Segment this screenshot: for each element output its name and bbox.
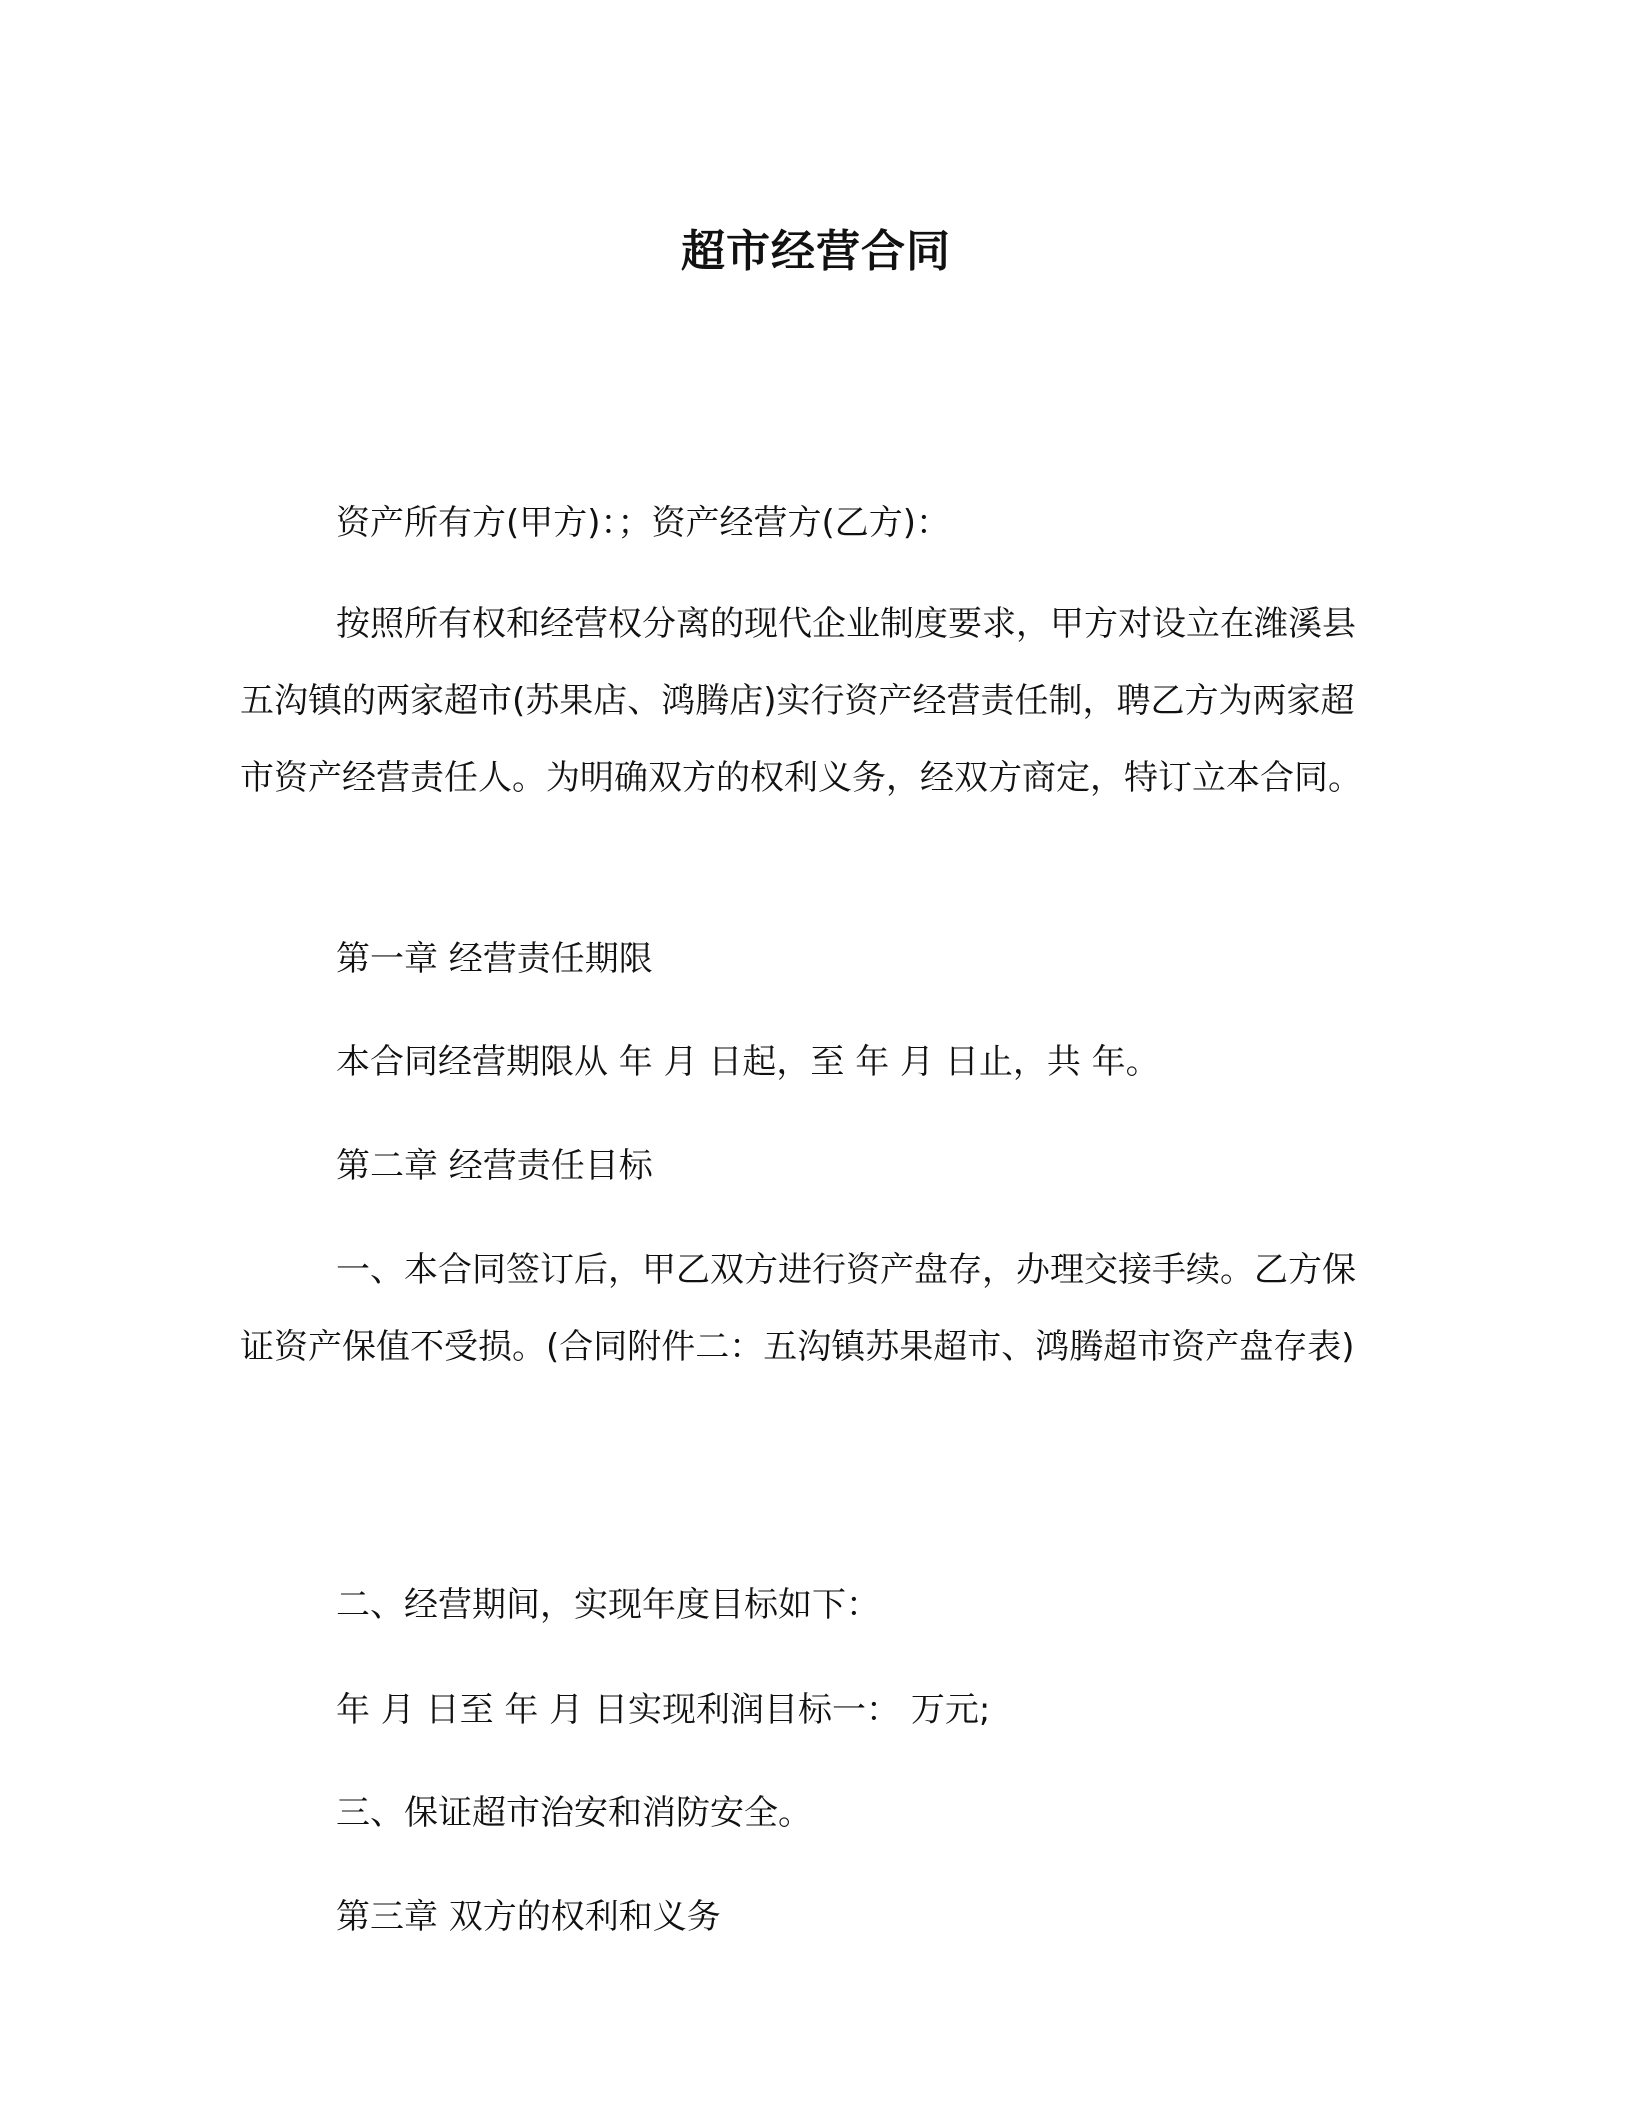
document-title: 超市经营合同 (681, 226, 951, 277)
profit-target-paragraph: 年 月 日至 年 月 日实现利润目标一： 万元; (336, 1690, 991, 1730)
chapter-1-heading: 第一章 经营责任期限 (336, 939, 653, 979)
chapter-3-heading: 第三章 双方的权利和义务 (336, 1897, 721, 1937)
clause-2-paragraph: 二、经营期间，实现年度目标如下： (336, 1585, 880, 1625)
parties-line: 资产所有方(甲方)：；资产经营方(乙方)： (336, 503, 951, 543)
preamble-paragraph: 按照所有权和经营权分离的现代企业制度要求，甲方对设立在潍溪县五沟镇的两家超市(苏果店、鸿腾店)实行资产经营责任制，聘乙方为两家超市资产经营责任人。为明确双方的权利义务，经双方商定，特订立本合同。 (240, 604, 1362, 798)
term-paragraph: 本合同经营期限从 年 月 日起，至 年 月 日止，共 年。 (336, 1042, 1160, 1082)
chapter-2-heading: 第二章 经营责任目标 (336, 1146, 653, 1186)
clause-3-paragraph: 三、保证超市治安和消防安全。 (336, 1793, 812, 1833)
clause-1-paragraph: 一、本合同签订后，甲乙双方进行资产盘存，办理交接手续。乙方保证资产保值不受损。(合同附件二：五沟镇苏果超市、鸿腾超市资产盘存表) (240, 1250, 1356, 1367)
